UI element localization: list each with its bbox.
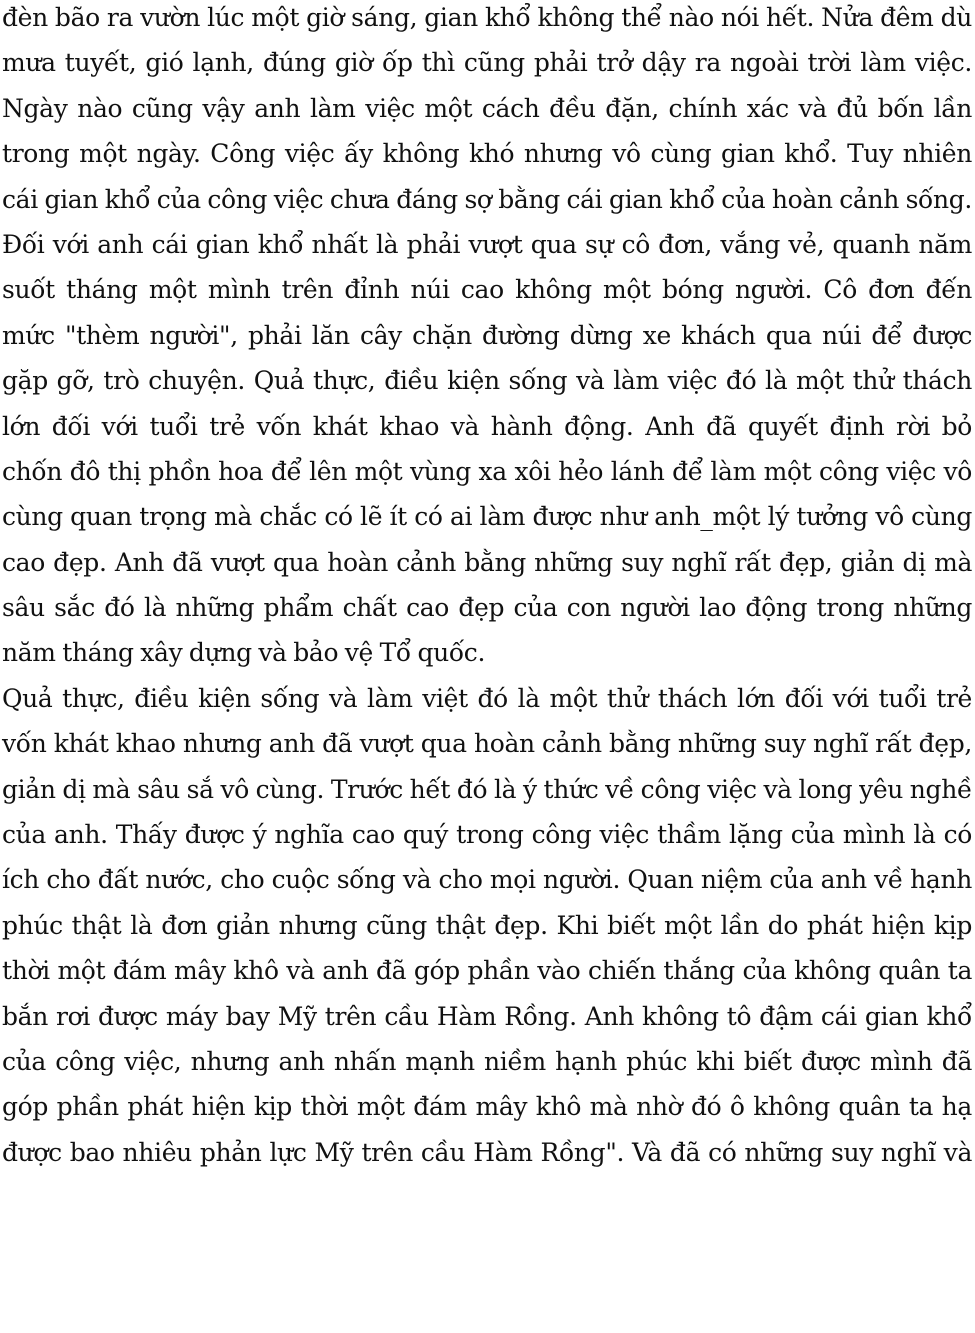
text-line: giản dị mà sâu sắ vô cùng. Trước hết đó là ý thức về công việc và long yêu nghề	[2, 774, 972, 804]
text-line: của anh. Thấy được ý nghĩa cao quý trong công việc thầm lặng của mình là có	[2, 820, 972, 850]
text-line: trong một ngày. Công việc ấy không khó nhưng vô cùng gian khổ. Tuy nhiên	[2, 139, 972, 169]
text-line: cái gian khổ của công việc chưa đáng sợ bằng cái gian khổ của hoàn cảnh sống.	[2, 184, 972, 214]
text-line: lớn đối với tuổi trẻ vốn khát khao và hành động. Anh đã quyết định rời bỏ	[2, 411, 972, 441]
text-line: được bao nhiêu phản lực Mỹ trên cầu Hàm Rồng". Và đã có những suy nghĩ và	[2, 1137, 972, 1167]
text-line: gặp gỡ, trò chuyện. Quả thực, điều kiện sống và làm việc đó là một thử thách	[2, 366, 972, 396]
text-line: ích cho đất nước, cho cuộc sống và cho mọi người. Quan niệm của anh về hạnh	[2, 865, 972, 895]
text-line: mưa tuyết, gió lạnh, đúng giờ ốp thì cũng phải trở dậy ra ngoài trời làm việc.	[2, 48, 972, 78]
text-line: đèn bão ra vườn lúc một giờ sáng, gian khổ không thể nào nói hết. Nửa đêm dù	[2, 3, 972, 32]
text-line: cao đẹp. Anh đã vượt qua hoàn cảnh bằng những suy nghĩ rất đẹp, giản dị mà	[2, 547, 972, 577]
text-line: thời một đám mây khô và anh đã góp phần vào chiến thắng của không quân ta	[2, 956, 972, 986]
text-line: Quả thực, điều kiện sống và làm việt đó là một thử thách lớn đối với tuổi trẻ	[2, 683, 972, 713]
text-line: phúc thật là đơn giản nhưng cũng thật đẹp. Khi biết một lần do phát hiện kịp	[2, 910, 972, 940]
text-line: Đối với anh cái gian khổ nhất là phải vượt qua sự cô đơn, vắng vẻ, quanh năm	[2, 229, 972, 259]
text-line: góp phần phát hiện kịp thời một đám mây khô mà nhờ đó ô không quân ta hạ	[2, 1092, 972, 1122]
text-line: của công việc, nhưng anh nhấn mạnh niềm hạnh phúc khi biết được mình đã	[2, 1046, 972, 1076]
text-line: mức "thèm người", phải lăn cây chặn đường dừng xe khách qua núi để được	[2, 320, 972, 350]
text-line: Ngày nào cũng vậy anh làm việc một cách đều đặn, chính xác và đủ bốn lần	[2, 93, 972, 123]
text-line: bắn rơi được máy bay Mỹ trên cầu Hàm Rồng. Anh không tô đậm cái gian khổ	[2, 1001, 972, 1031]
paragraph-end-line: năm tháng xây dựng và bảo vệ Tổ quốc.	[2, 638, 486, 668]
text-line: cùng quan trọng mà chắc có lẽ ít có ai làm được như anh_một lý tưởng vô cùng	[2, 502, 972, 532]
text-line: sâu sắc đó là những phẩm chất cao đẹp của con người lao động trong những	[2, 593, 972, 623]
text-line: suốt tháng một mình trên đỉnh núi cao không một bóng người. Cô đơn đến	[2, 275, 972, 305]
text-line: vốn khát khao nhưng anh đã vượt qua hoàn cảnh bằng những suy nghĩ rất đẹp,	[2, 729, 972, 759]
text-line: chốn đô thị phồn hoa để lên một vùng xa xôi hẻo lánh để làm một công việc vô	[2, 456, 972, 486]
